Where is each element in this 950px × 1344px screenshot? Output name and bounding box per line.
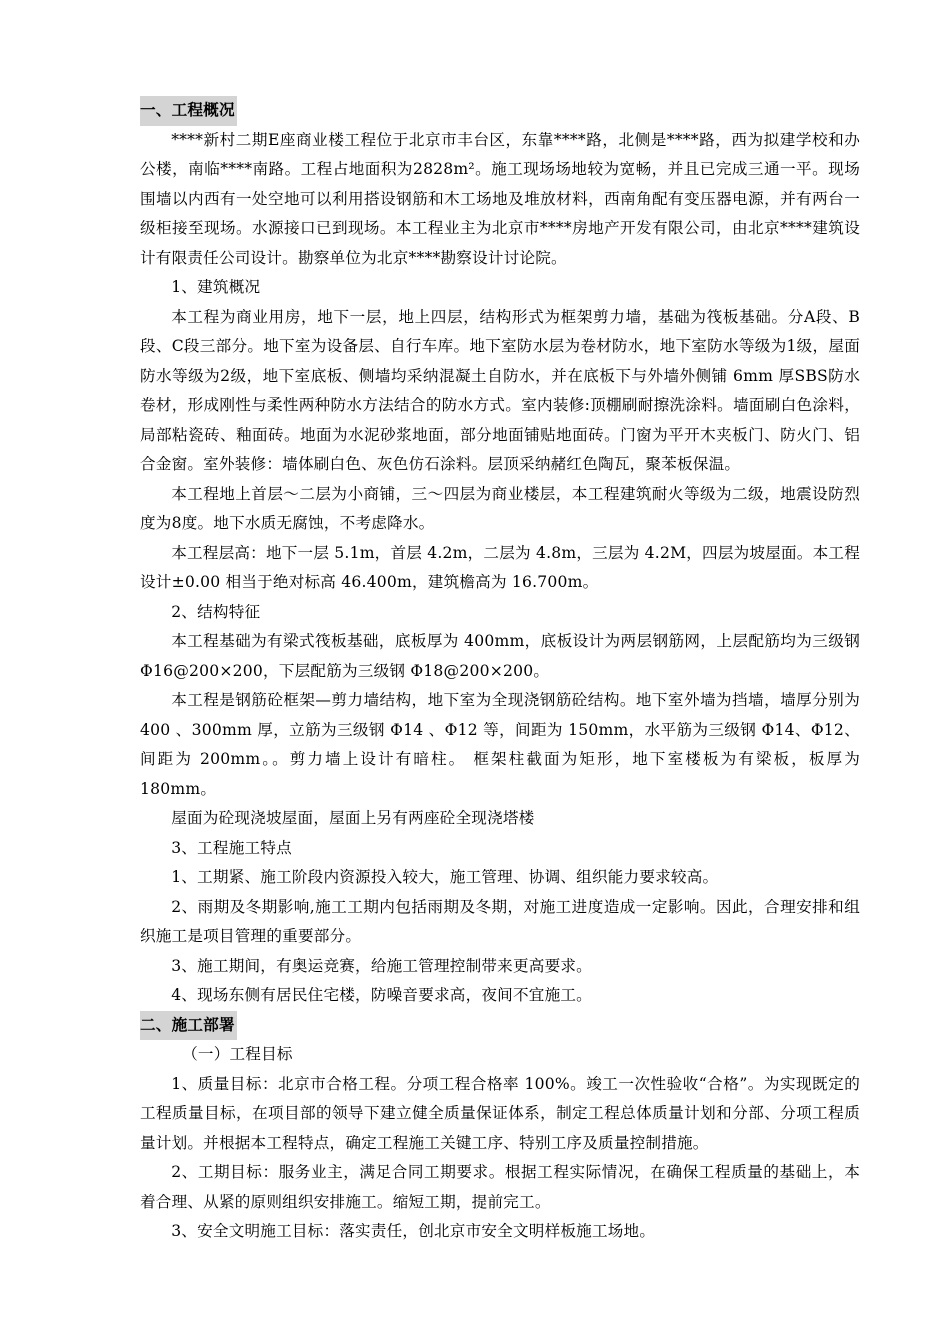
architecture-paragraph-1: 本工程为商业用房，地下一层，地上四层，结构形式为框架剪力墙，基础为筏板基础。分A段、B段、C段三部分。地下室为设备层、自行车库。地下室防水层为卷材防水，地下室防水等级为1级，屋面防水等级为2级，地下室底板、侧墙均采纳混凝土自防水，并在底板下与外墙外侧铺 6mm 厚SBS防水卷材，形成刚性与柔性两种防水方法结合的防水方式。室内装修:顶棚刷耐擦洗涂料。墙面刷白色涂料，局部粘瓷砖、釉面砖。地面为水泥砂浆地面，部分地面铺贴地面砖。门窗为平开木夹板门、防火门、铝合金窗。室外装修：墙体刷白色、灰色仿石涂料。层顶采纳赭红色陶瓦，聚苯板保温。 [140,307,860,473]
feature-item-2: 2、雨期及冬期影响,施工工期内包括雨期及冬期，对施工进度造成一定影响。因此，合理安排和组织施工是项目管理的重要部分。 [140,897,860,945]
architecture-paragraph-3: 本工程层高：地下一层 5.1m，首层 4.2m，二层为 4.8m，三层为 4.2M，四层为坡屋面。本工程设计±0.00 相当于绝对标高 46.400m，建筑檐高为 16.700m。 [140,543,860,591]
structure-paragraph-3: 屋面为砼现浇坡屋面，屋面上另有两座砼全现浇塔楼 [171,809,535,827]
feature-item-3: 3、施工期间，有奥运竞赛，给施工管理控制带来更高要求。 [171,956,592,975]
overview-paragraph: ****新村二期E座商业楼工程位于北京市丰台区，东靠****路，北侧是****路，西为拟建学校和办公楼，南临****南路。工程占地面积为2828m²。施工现场场地较为宽畅，并且已完成三通一平。现场围墙以内西有一处空地可以利用搭设钢筋和木工场地及堆放材料，西南角配有变压器电源，并有两台一级柜接至现场。水源接口已到现场。本工程业主为北京市****房地产开发有限公司，由北京****建筑设计有限责任公司设计。勘察单位为北京****勘察设计讨论院。 [140,130,860,267]
goal-item-2: 2、工期目标：服务业主，满足合同工期要求。根据工程实际情况，在确保工程质量的基础上，本着合理、从紧的原则组织安排施工。缩短工期，提前完工。 [140,1163,860,1211]
subheading-features: 3、工程施工特点 [171,838,292,857]
structure-paragraph-2: 本工程是钢筋砼框架—剪力墙结构，地下室为全现浇钢筋砼结构。地下室外墙为挡墙，墙厚分别为 400 、300mm 厚，立筋为三级钢 Φ14 、Φ12 等，间距为 150mm，水平筋为三级钢 Φ14、Φ12、间距为 200mm。。剪力墙上设计有暗柱。 框架柱截面为矩形，地下室楼板为有梁板，板厚为 180mm。 [140,691,860,798]
section-2 [140,1011,860,1247]
architecture-paragraph-2: 本工程地上首层～二层为小商铺，三～四层为商业楼层，本工程建筑耐火等级为二级，地震设防烈度为8度。地下水质无腐蚀，不考虑降水。 [140,484,860,532]
document-page [140,96,860,1247]
subheading-goals: （一）工程目标 [182,1045,293,1063]
section-heading-deployment: 二、施工部署 [140,1011,237,1041]
goal-item-3: 3、安全文明施工目标：落实责任，创北京市安全文明样板施工场地。 [171,1222,656,1240]
goal-item-1: 1、质量目标：北京市合格工程。分项工程合格率 100%。竣工一次性验收“合格”。为实现既定的工程质量目标，在项目部的领导下建立健全质量保证体系，制定工程总体质量计划和分部、分项工程质量计划。并根据本工程特点，确定工程施工关键工序、特别工序及质量控制措施。 [140,1074,860,1152]
feature-item-4: 4、现场东侧有居民住宅楼，防噪音要求高，夜间不宜施工。 [171,986,592,1004]
subheading-architecture: 1、建筑概况 [171,278,261,296]
subheading-structure: 2、结构特征 [171,602,261,621]
section-1 [140,96,860,1011]
feature-item-1: 1、工期紧、施工阶段内资源投入较大，施工管理、协调、组织能力要求较高。 [171,868,719,886]
section-heading-overview: 一、工程概况 [140,96,237,126]
structure-paragraph-1: 本工程基础为有梁式筏板基础，底板厚为 400mm，底板设计为两层钢筋网，上层配筋均为三级钢 Φ16@200×200，下层配筋为三级钢 Φ18@200×200。 [140,632,860,680]
